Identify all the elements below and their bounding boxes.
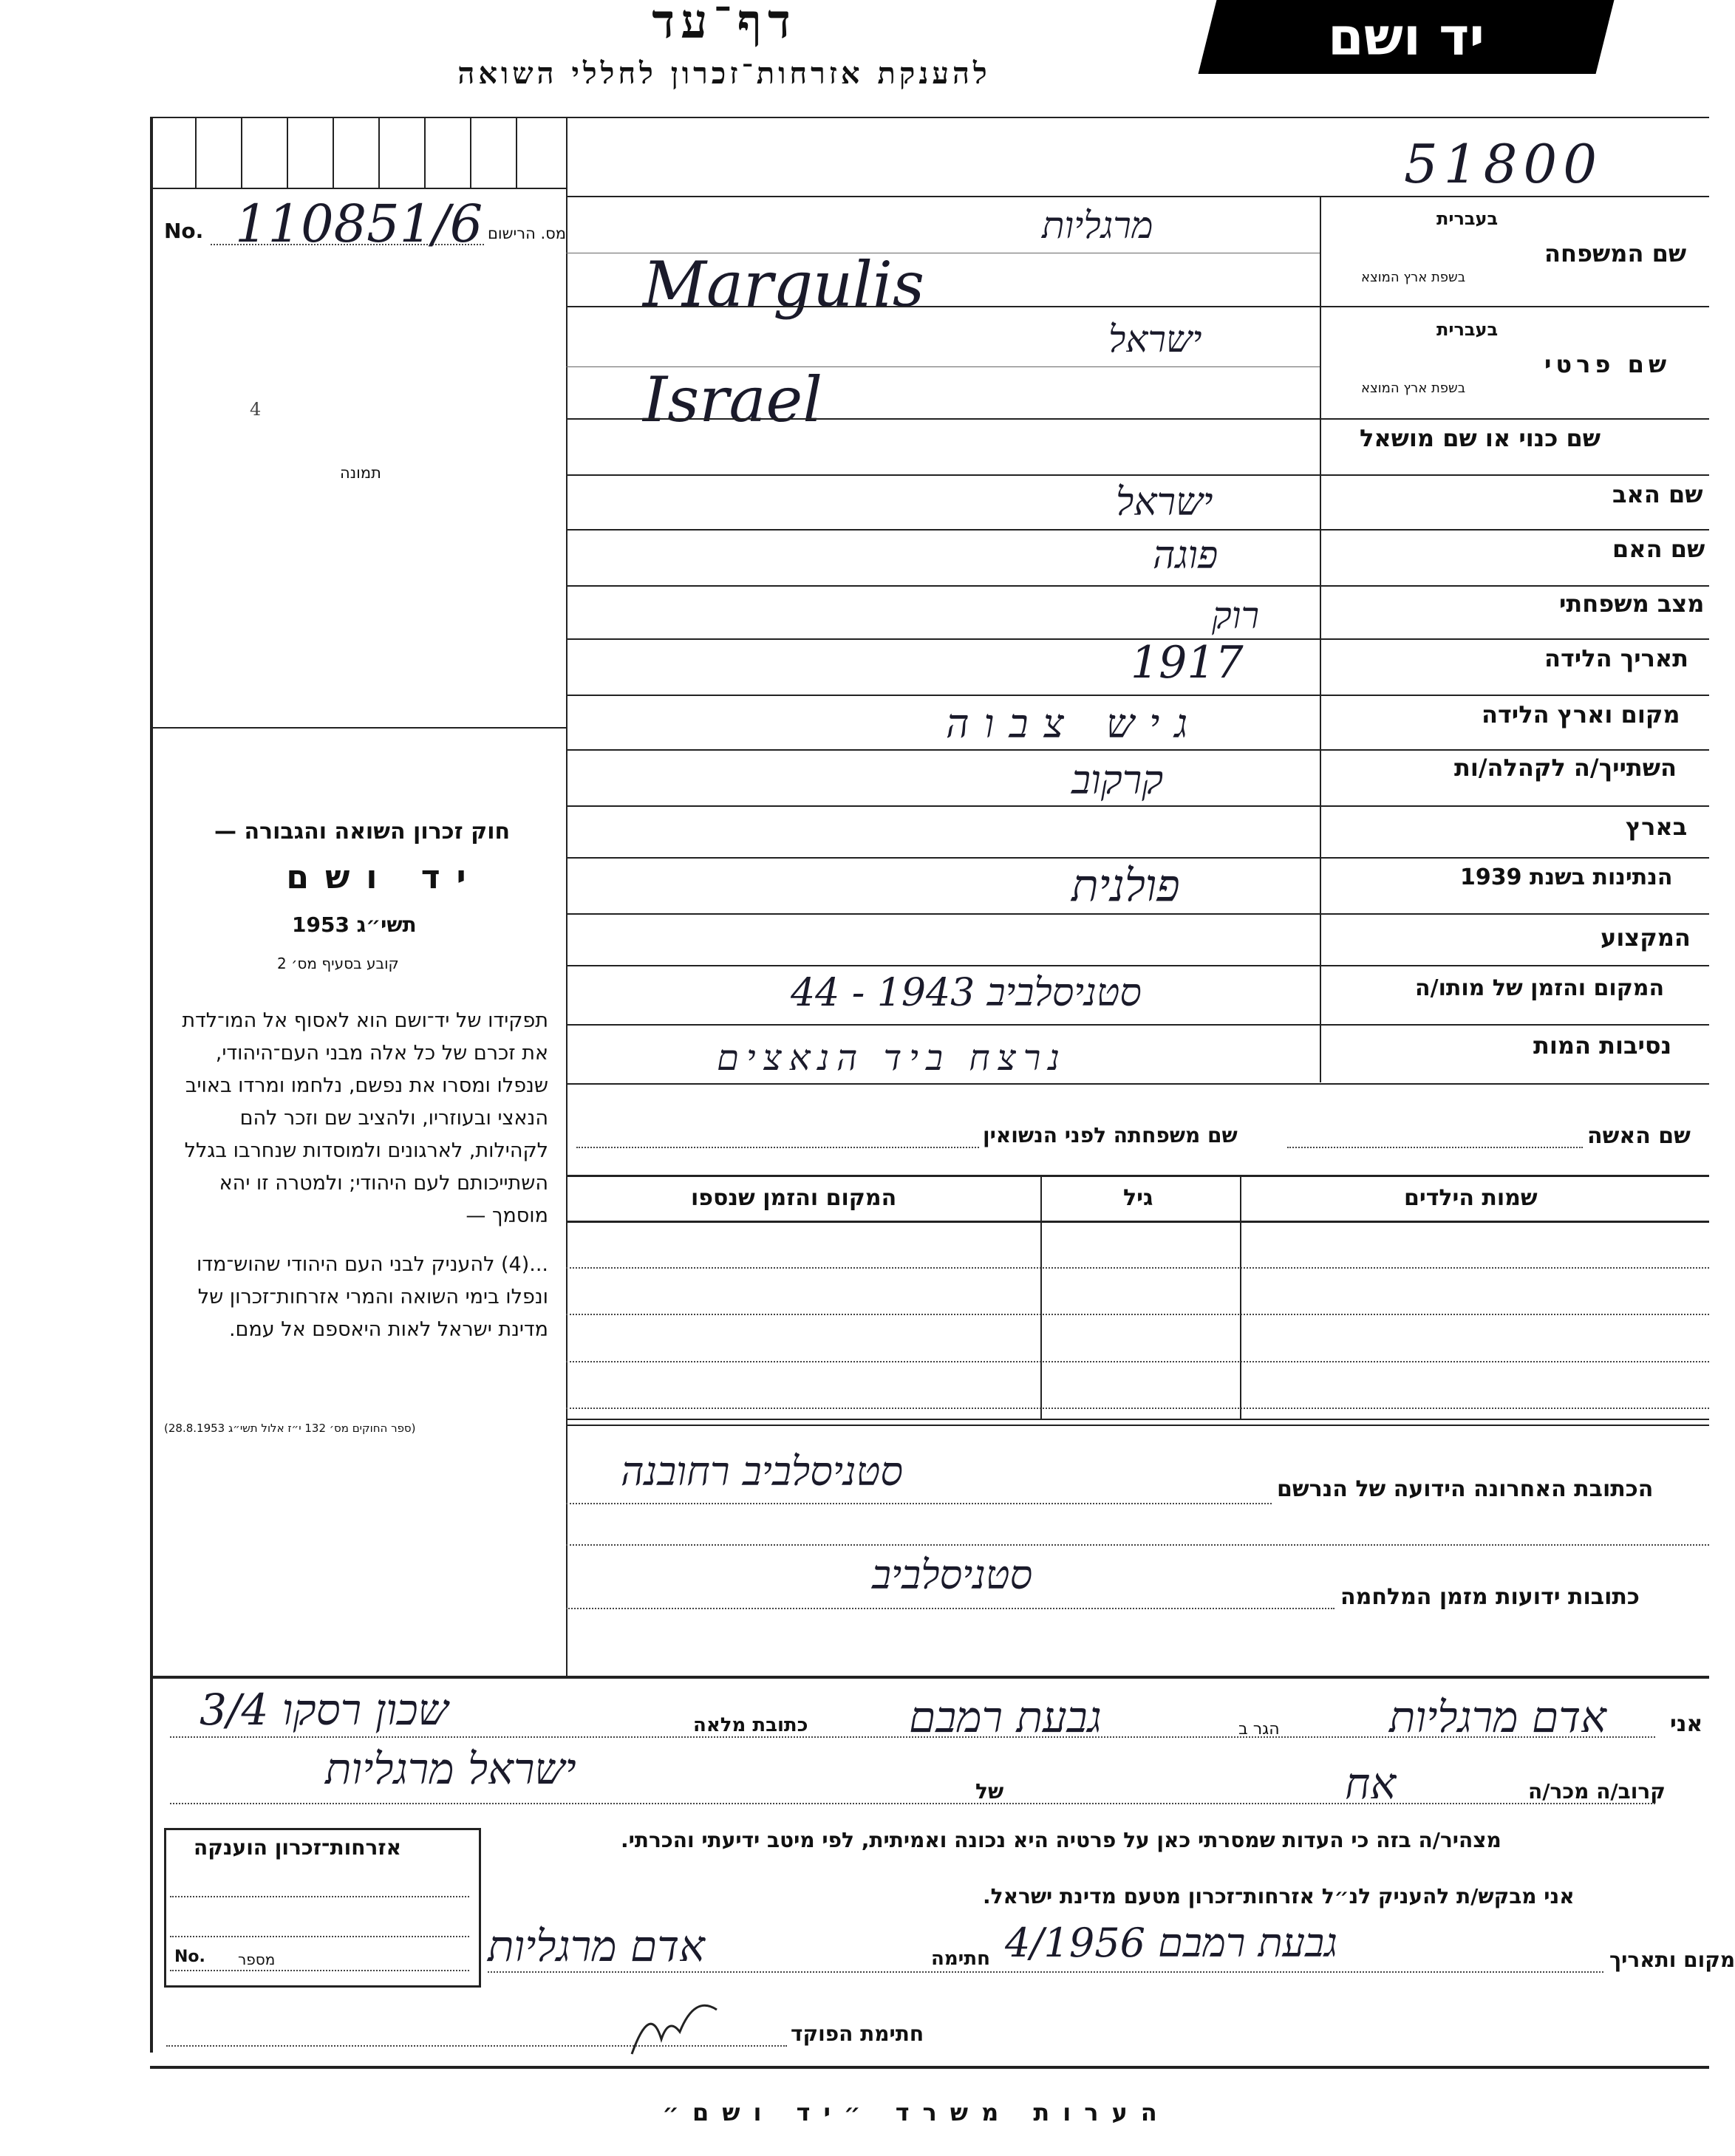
legal-body-2: ...(4) להעניק לבני העם היהודי שהוש־מדו ונפלו בימי השואה והמרי אזרחות־זכרון של מדינת ישראל לאות היאספם אל עמם. (197, 1253, 548, 1341)
officer-signature-label: חתימת הפוקד (791, 2022, 924, 2046)
community-label: השתייך/ה לקהלה/ות (1454, 754, 1677, 782)
form-title: דף־עד (652, 0, 797, 50)
of-label: של (975, 1779, 1004, 1804)
surname-hebrew-sublabel: בעברית (1436, 208, 1499, 229)
last-known-address-value[interactable]: סטניסלביב רחובנה (621, 1448, 903, 1495)
marital-label: מצב משפחתי (1559, 590, 1705, 618)
death-place-value[interactable]: סטניסלביב 1943 - 44 (791, 971, 1142, 1015)
wife-label: שם האשה (1587, 1123, 1691, 1149)
firstname-hebrew-value[interactable]: ישראל (1108, 318, 1202, 361)
residing-label: הגר ב (1238, 1720, 1280, 1739)
firstname-label: שם פרטי (1544, 350, 1671, 378)
children-row-2[interactable] (566, 1314, 1709, 1315)
firstname-origin-sublabel: בשפת ארץ המוצא (1361, 381, 1466, 396)
children-names-header: שמות הילדים (1404, 1185, 1538, 1211)
firstname-hebrew-sublabel: בעברית (1436, 319, 1499, 340)
statement-line-1: מצהיר/ה בזה כי העדות שמסרתי כאן על פרטיה היא נכונה ואמיתית, לפי מיטב ידיעתי והכרתי. (621, 1828, 1501, 1852)
award-no-label: No. (174, 1948, 205, 1966)
mother-label: שם האם (1612, 535, 1705, 563)
legal-heading: חוק זכרון השואה והגבורה — (214, 819, 511, 845)
residing-value[interactable]: גבעת רמבם (909, 1692, 1102, 1742)
place-date-label: מקום ותאריך (1609, 1948, 1735, 1972)
statement-line-2: אני מבקש/ת להעניק לנ״ל אזרחות־זכרון מטעם מדינת ישראל. (983, 1884, 1575, 1908)
footer-remarks: הערות משרד ״יד ושם״ (662, 2098, 1170, 2126)
legal-name: יד ושם (286, 859, 483, 896)
photo-label: תמונה (340, 464, 381, 482)
photo-mark: 4 (250, 399, 262, 420)
children-row-3[interactable] (566, 1361, 1709, 1362)
relative-label: קרוב/ה מכר/ה (1528, 1779, 1666, 1804)
registration-no-label: No. (164, 219, 204, 243)
nationality-value[interactable]: פולנית (1071, 860, 1180, 912)
mother-value[interactable]: פוגה (1153, 533, 1218, 578)
country-label: בארץ (1626, 813, 1688, 841)
profession-label: המקצוע (1601, 924, 1691, 952)
place-date-value[interactable]: גבעת רמבם 4/1956 (1005, 1920, 1337, 1966)
nickname-label: שם כנוי או שם מושאל (1360, 424, 1601, 452)
birthplace-value[interactable]: גיש צבוה (946, 700, 1203, 747)
legal-clause: קובע בסעיף מס׳ 2 (277, 955, 399, 972)
logo-text: יד ושם (1328, 7, 1485, 67)
declarant-i-label: אני (1670, 1711, 1703, 1737)
full-address-value[interactable]: שכון רסקו 3/4 (200, 1685, 449, 1735)
of-value[interactable]: ישראל מרגליות (325, 1744, 576, 1794)
children-row-1[interactable] (566, 1267, 1709, 1269)
signature-label: חתימה (931, 1948, 990, 1970)
surname-label: שם המשפחה (1544, 239, 1687, 267)
registration-number[interactable]: 110851/6 (235, 194, 483, 254)
last-known-address-label: הכתובת האחרונה הידועה של הנרשם (1277, 1476, 1654, 1502)
death-place-label: המקום והזמן של מותו/ה (1415, 975, 1665, 1001)
legal-citation: (ספר החוקים מס׳ 132 י״ז אלול תשי״ג 28.8.1953) (164, 1422, 416, 1435)
yad-vashem-logo (1199, 0, 1615, 74)
marital-value[interactable]: רוק (1212, 594, 1260, 637)
relation-value[interactable]: אח (1345, 1758, 1397, 1809)
children-age-header: גיל (1123, 1185, 1153, 1211)
birthplace-label: מקום וארץ הלידה (1482, 700, 1680, 729)
death-circumstances-value[interactable]: נרצח ביד הנאצים (717, 1037, 1067, 1079)
surname-origin-sublabel: בשפת ארץ המוצא (1361, 270, 1466, 285)
signature-value[interactable]: אדם מרגליות (488, 1921, 705, 1971)
father-label: שם האב (1612, 480, 1703, 508)
birthdate-value[interactable]: 1917 (1131, 637, 1244, 689)
children-place-header: המקום והזמן שנספו (691, 1185, 897, 1211)
death-circumstances-label: נסיבות המות (1533, 1031, 1672, 1060)
birthdate-label: תאריך הלידה (1544, 644, 1689, 672)
nationality-label: הנתינות בשנת 1939 (1460, 864, 1673, 890)
wife-maiden-label: שם משפחתה לפני הנשואין (983, 1123, 1238, 1147)
children-row-4[interactable] (566, 1408, 1709, 1409)
award-number-label: מספר (238, 1951, 276, 1968)
declarant-name[interactable]: אדם מרגליות (1389, 1692, 1606, 1742)
wartime-address-label: כתובות ידועות מזמן המלחמה (1340, 1584, 1640, 1610)
sheet-number: 51800 (1404, 133, 1603, 195)
surname-origin-value[interactable]: Margulis (643, 248, 924, 321)
firstname-origin-value[interactable]: Israel (643, 364, 823, 436)
community-value[interactable]: קרקוב (1071, 757, 1164, 803)
form-subtitle: להענקת אזרחות־זכרון לחללי השואה (457, 56, 991, 91)
wartime-address-value[interactable]: סטניסלביב (872, 1552, 1033, 1598)
full-address-label: כתובת מלאה (693, 1714, 808, 1736)
surname-hebrew-value[interactable]: מרגליות (1042, 204, 1153, 247)
legal-year: תשי״ג 1953 (292, 912, 417, 937)
award-box-title: אזרחות־זכרון הוענקה (194, 1835, 401, 1860)
officer-signature-mark (628, 1988, 746, 2061)
registration-number-label: מס. הרישום (488, 225, 567, 242)
legal-body-1: תפקידו של יד־ושם הוא לאסוף אל המו־לדת את זכרם של כל אלה מבני העם־היהודי, שנפלו ומסרו את נפשם, נלחמו ומרדו באויב הנאצי ובעוזריו, ולהציב שם וזכר להם לקהילות, לארגונים ולמוסדות שנחרבו בגלל השתייכותם לעם היהודי; ולמטרה זו יהא מוסמך — (182, 1009, 548, 1227)
father-value[interactable]: ישראל (1116, 480, 1213, 525)
